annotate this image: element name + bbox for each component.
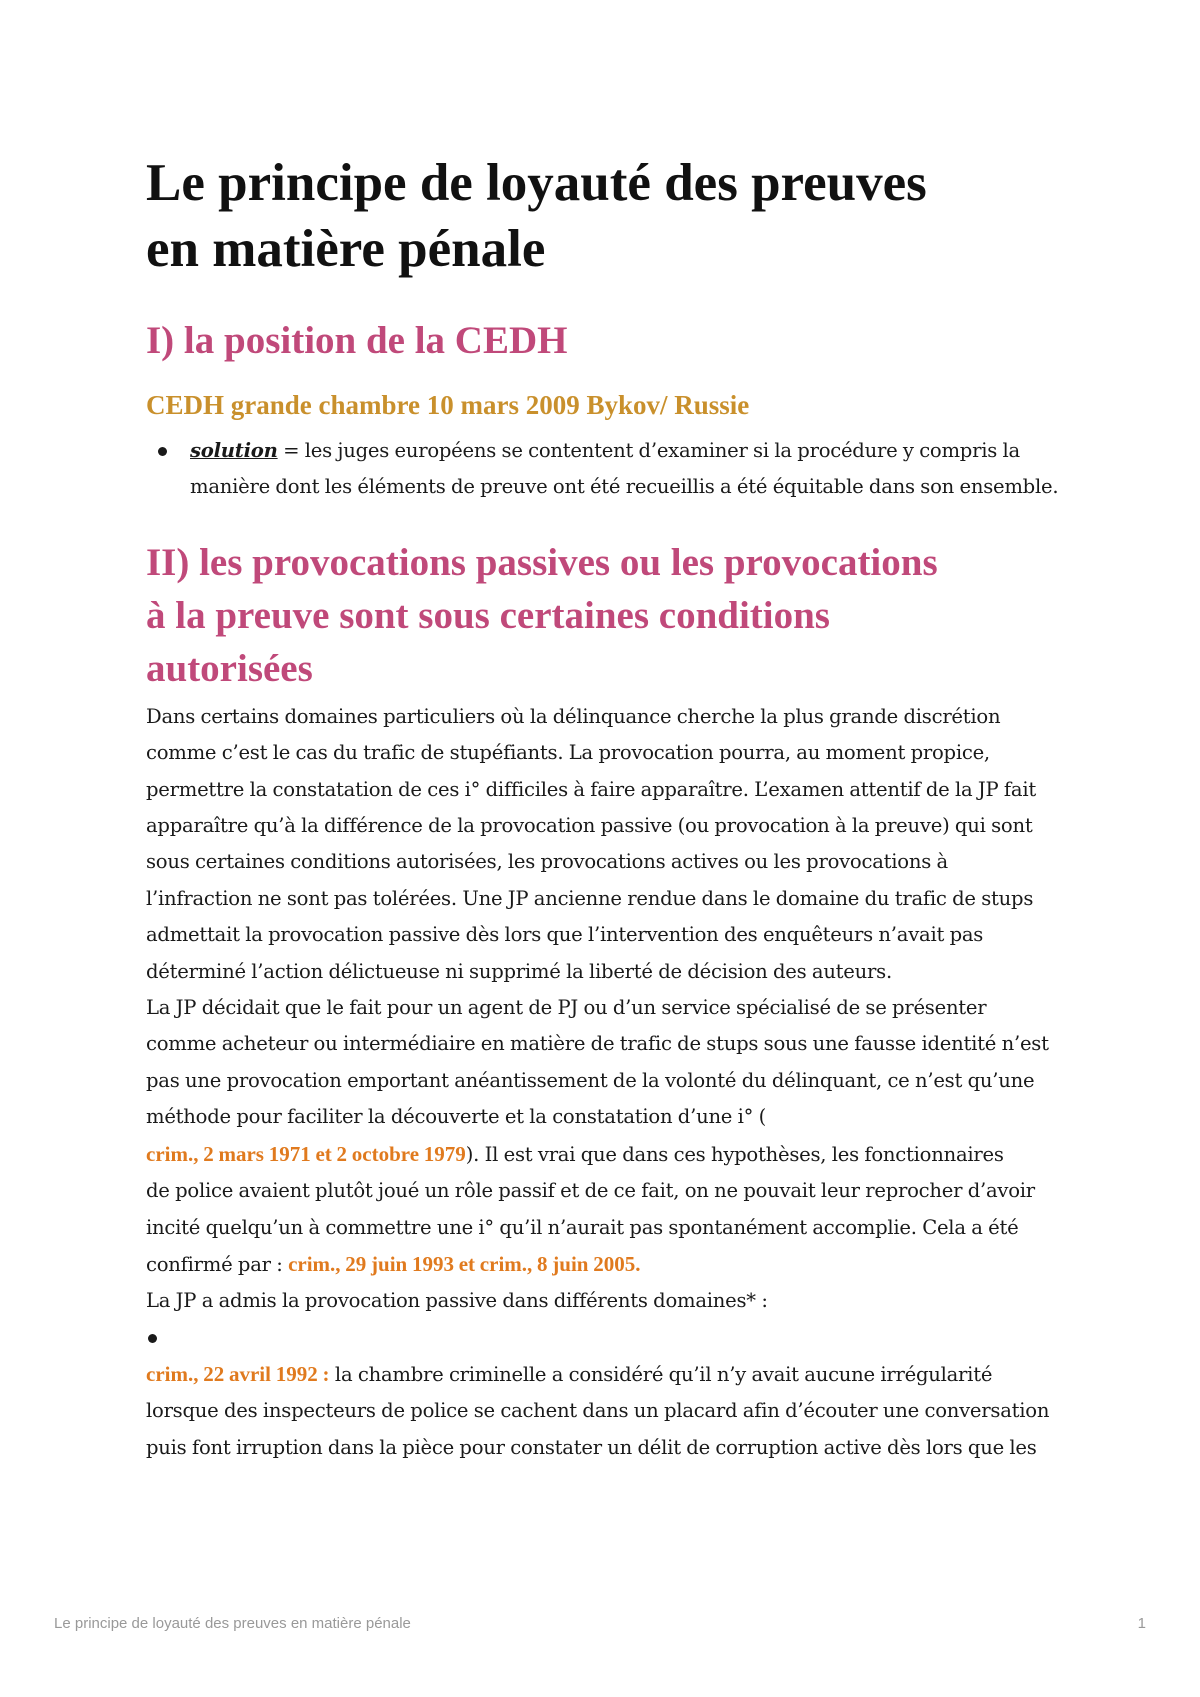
bullet-line-1: = les juges européens se contentent d’examiner si la procédure y compris la	[277, 439, 1020, 462]
p2-line: comme acheteur ou intermédiaire en matière de trafic de stups sous une fausse identité n’est	[146, 1032, 1049, 1056]
p1-line: comme c’est le cas du trafic de stupéfiants. La provocation pourra, au moment propice,	[146, 741, 990, 765]
bullet-dot-icon	[158, 447, 167, 456]
p1-line: Dans certains domaines particuliers où la délinquance cherche la plus grande discrétion	[146, 704, 1001, 728]
bullet-line-2: manière dont les éléments de preuve ont été recueillis a été équitable dans son ensemble.	[190, 475, 1059, 499]
p1-line: apparaître qu’à la différence de la provocation passive (ou provocation à la preuve) qui sont	[146, 814, 1033, 838]
p2-line: pas une provocation emportant anéantissement de la volonté du délinquant, ce n’est qu’une	[146, 1068, 1035, 1092]
paragraph-2	[146, 990, 1066, 1283]
list-item	[146, 433, 1066, 506]
section-2-heading-line-1: II) les provocations passives ou les provocations	[146, 540, 938, 584]
p2-confirm-text: confirmé par :	[146, 1252, 289, 1276]
footer-document-title: Le principe de loyauté des preuves en matière pénale	[54, 1615, 411, 1632]
p1-line: déterminé l’action délictueuse ni supprimé la liberté de décision des auteurs.	[146, 959, 892, 983]
case-reference-3: crim., 22 avril 1992 :	[146, 1361, 330, 1386]
p2-line: de police avaient plutôt joué un rôle passif et de ce fait, on ne pouvait leur reprocher d’avoir	[146, 1179, 1035, 1203]
case-reference-1: crim., 2 mars 1971 et 2 octobre 1979	[146, 1141, 466, 1166]
bullet-text	[190, 433, 1066, 506]
solution-term: solution	[190, 439, 278, 462]
title-line-1: Le principe de loyauté des preuves	[146, 154, 927, 212]
section-2-heading-line-3: autorisées	[146, 646, 313, 690]
p1-line: l’infraction ne sont pas tolérées. Une JP ancienne rendue dans le domaine du trafic de stups	[146, 886, 1034, 910]
p1-line: admettait la provocation passive dès lors que l’intervention des enquêteurs n’avait pas	[146, 923, 984, 947]
p2-after-ref: ). Il est vrai que dans ces hypothèses, les fonctionnaires	[465, 1142, 1004, 1166]
p2-line: La JP décidait que le fait pour un agent de PJ ou d’un service spécialisé de se présenter	[146, 996, 987, 1020]
paragraph-1	[146, 699, 1066, 990]
paragraph-4	[146, 1356, 1066, 1466]
document-title	[146, 150, 1066, 282]
p4-after-ref: la chambre criminelle a considéré qu’il n’y avait aucune irrégularité	[329, 1362, 993, 1386]
paragraph-3: La JP a admis la provocation passive dans différents domaines* :	[146, 1289, 768, 1313]
case-reference-2: crim., 29 juin 1993 et crim., 8 juin 2005.	[288, 1251, 641, 1276]
p1-line: sous certaines conditions autorisées, les provocations actives ou les provocations à	[146, 850, 948, 874]
p1-line: permettre la constatation de ces i° difficiles à faire apparaître. L’examen attentif de la JP fait	[146, 777, 1037, 801]
title-line-2: en matière pénale	[146, 220, 546, 278]
p2-line: méthode pour faciliter la découverte et la constatation d’une i° (	[146, 1105, 767, 1129]
document-page	[146, 150, 1066, 1466]
section-2-heading-line-2: à la preuve sont sous certaines conditions	[146, 593, 830, 637]
section-2-heading	[146, 536, 1066, 695]
section-1-heading: I) la position de la CEDH	[146, 319, 568, 362]
section-1-bullet-list	[146, 433, 1066, 506]
footer-page-number: 1	[1137, 1615, 1146, 1632]
bullet-dot-icon	[148, 1334, 157, 1343]
p4-line: puis font irruption dans la pièce pour constater un délit de corruption active dès lors que les	[146, 1435, 1037, 1459]
page-footer	[54, 1615, 1146, 1632]
section-1-subheading: CEDH grande chambre 10 mars 2009 Bykov/ Russie	[146, 390, 750, 420]
list-item	[146, 1320, 1066, 1356]
p4-line: lorsque des inspecteurs de police se cachent dans un placard afin d’écouter une conversation	[146, 1399, 1050, 1423]
p2-line: incité quelqu’un à commettre une i° qu’il n’aurait pas spontanément accomplie. Cela a été	[146, 1215, 1019, 1239]
